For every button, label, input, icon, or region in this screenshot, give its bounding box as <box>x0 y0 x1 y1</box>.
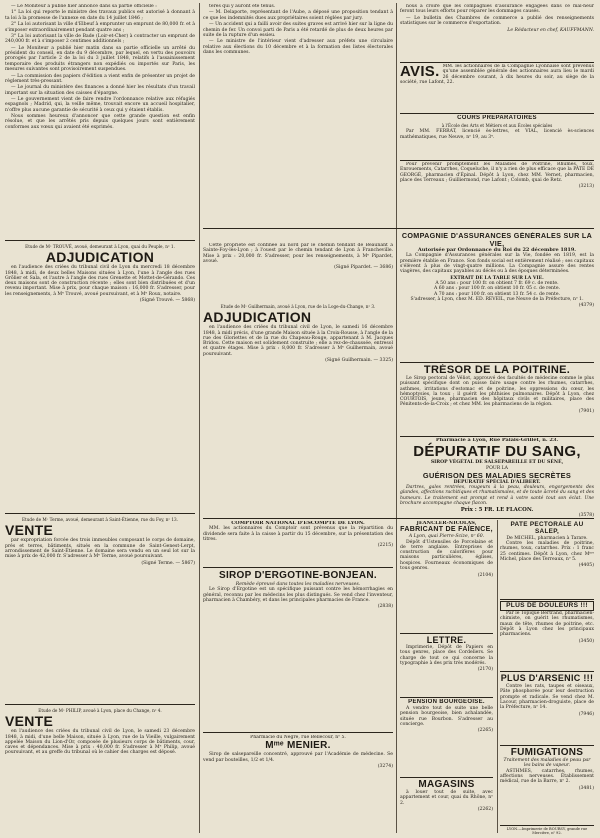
arsenic-signature: (7946) <box>578 711 594 717</box>
tresor-signature: (7901) <box>578 408 594 414</box>
news-paragraph: — Le Moniteur a publié hier matin dans sa partie officielle un arrêté du président du conseil, en date du 9 décembre, par lequel, en vertu des pouvoirs prorogés par l'article 2 de la loi du 3 juillet 1848, relatifs à l'assainissement temporaire des produits étrangers non expédiés ou importés sur Paris, les mesures suivantes sont provisoirement suspendues. <box>5 45 195 73</box>
salep-subtitle: De MICHEL, pharmacien à Tarare. <box>506 535 588 541</box>
news-paragraph: — Le Moniteur a publié hier annonce dans sa partie officielle : <box>11 4 157 9</box>
column-3-news <box>400 4 594 60</box>
assurance-row: A 60 ans : pour 100 fr. on obtient 10 fr. 05 c. de rente. <box>433 286 561 292</box>
rule <box>400 62 594 63</box>
legal-notice-trouve <box>5 243 195 511</box>
notice-header: Etude de Mᵉ TROUVÉ, avoué, demeurant à Lyon, quai du Peuple, nᵒ 1. <box>25 244 175 249</box>
rule <box>400 362 594 363</box>
lettre-body: Imprimerie, Dépôt de Papiers en tous genres, place des Cordeliers. Se charge de tout ce qui concerne la typographie à des prix très modérés. <box>400 645 493 666</box>
notice-title: ADJUDICATION <box>203 309 312 326</box>
legal-notice-continued <box>203 243 393 299</box>
news-paragraph: — Le bulletin des Chambres de commerce a publié des renseignements statistiques sur le commerce d'exportation. <box>400 15 594 27</box>
assurance-footer: S'adresser, à Lyon, chez M. ED. REVEIL, rue Neuve de la Préfecture, nᵒ 1. <box>410 296 584 302</box>
news-paragraph: tères qui y auront été tenus. <box>209 4 276 9</box>
salep-body: Contre les maladies de poitrine, rhumes, toux, catarrhes. Prix : 1 franc 25 centimes. Dépôt à Lyon, chez Mᵐᵉ Michel, place des Terreaux, nᵒ 5. <box>500 541 594 562</box>
pension-signature: (2265) <box>477 728 493 734</box>
notice-header: Etude de Mᵉ PHILIP, avoué à Lyon, place du Change, nᵒ 4. <box>38 708 162 713</box>
notice-title: ADJUDICATION <box>45 249 155 266</box>
notice-body: par expropriation forcée des trois immeubles composant le corps de domaine, prés et terres, bâtiments, situés en la commune de Saint-Genest-Lerpt, arrondissement de Saint-Étienne. Le domaine sera vendu en un seul lot sur la mise à prix de 42,000 fr. S'adresser à Mᵉ Terme, avoué poursuivant. <box>5 538 195 560</box>
rule <box>203 518 594 519</box>
notice-header: Etude de Mᵉ Terme, avoué, demeurant à Saint-Étienne, rue du Foy, nᵒ 13. <box>21 517 179 522</box>
news-paragraph: Nous sommes heureux d'annoncer que cette grande question est enfin résolue, et que les arrêtés pris depuis quelques jours sont entièrement conformes aux vœux qui avaient été exprimés. <box>5 114 195 130</box>
fumigations-title: FUMIGATIONS <box>510 747 584 758</box>
comptoir-notice <box>203 521 393 565</box>
tresor-ad <box>400 364 594 434</box>
column-rule-left <box>199 3 200 833</box>
legal-notice-philip <box>5 707 195 834</box>
notice-body: en l'audience des criées du tribunal civil de Lyon, le samedi 16 décembre 1848, à midi précis, d'une grande Maison située à la Croix-Rousse, à l'angle de la rue des Gloriettes et de la rue du Chapeau-Rouge, appartenant à M. Jacques Bridou. Cette maison est solidement construite ; elle a rez-de-chaussée, entresol et quatre étages. Mise à prix : 8,000 fr. S'adresser à Mᵉ Guilhermain, avoué poursuivant. <box>203 325 393 357</box>
editor-signature: Le Rédacteur en chef, KAUFFMANN. <box>507 27 594 33</box>
rule <box>5 704 195 705</box>
menier-pre: Pharmacie du Nègre, rue Bellecour, nᵒ 5. <box>250 735 346 740</box>
news-paragraph: — Le journal du ministère des finances a donné hier les résultats d'un travail important sur la situation des caisses d'épargne. <box>5 85 195 96</box>
depuratif-signature: (3578) <box>578 512 594 518</box>
tresor-body: Le Sirop pectoral de Véliot, approuvé des facultés de médecine comme le plus puissant spécifique dont on puisse faire usage contre les rhumes, catarrhes, asthmes, irritations d'estomac et de poitrine, les oppressions du cœur, les hémoptysies, la toux ; il guérit les phthisies pulmonaires. Dépôt à Lyon, chez COURTOIS, jeune, pharmacien des hôpitaux civils et militaires, place des Pénitents-de-la-Croix ; et chez MM. les pharmaciens de la région. <box>400 376 594 408</box>
fabricant-address: A Lyon, quai Pierre-Scize, nᵒ 60. <box>408 534 485 540</box>
magasins-title: MAGASINS <box>418 779 475 790</box>
douleurs-body: Par le Topique Bertrand, pharmacien-chimiste, on guérit les rhumatismes, maux de tête, rhumes de poitrine, etc. Dépôt à Lyon chez les principaux pharmaciens. <box>500 611 594 638</box>
assurance-body: La Compagnie d'Assurances générales sur la Vie, fondée en 1819, est la première établie en France. Son fonds social est entièrement réalisé ; ses capitaux s'élèvent à plus de vingt-quatre millions. La Compagnie assure des rentes viagères, des capitaux payables au décès ou à des époques déterminées. <box>400 253 594 275</box>
news-paragraph: 2° La loi autorisant la ville d'Elbeuf à emprunter un emprunt de 80,000 fr. et à s'imposer extraordinairement pendant quatre ans ; <box>5 22 195 33</box>
notice-signature: (Signé Terme. — 5867) <box>141 560 195 566</box>
ergotine-subtitle: Remède épreuvé dans toutes les maladies nerveuses. <box>235 582 361 587</box>
news-paragraph: — M. Delaporte, représentant de l'Aube, a déposé une proposition tendant à ce que les indemnités dues aux propriétaires soient réglées par jury. <box>203 10 393 21</box>
notice-signature: (Signé Guilhermain. — 3325) <box>325 358 393 364</box>
news-paragraph: — Un accident qui a failli avoir des suites graves est arrivé hier sur la ligne du chemin de fer. Un convoi parti de Paris a été retardé de plus de deux heures par suite de la rupture d'un essieu. <box>203 22 393 38</box>
assurance-signature: (4379) <box>578 303 594 309</box>
rule <box>400 113 594 114</box>
rule <box>203 228 594 229</box>
pension-body: A vendre tout de suite une belle pension bourgeoise, bien achalandée, située rue Bourbon. S'adresser au concierge. <box>400 706 493 727</box>
fumigations-signature: (3481) <box>578 785 594 791</box>
depuratif-ad <box>400 438 594 556</box>
news-paragraph: 3° La loi autorisant la ville de Bade (Loir-et-Cher) à contracter un emprunt de 240,000 fr. et à s'imposer 2 centimes additionnels ; <box>5 34 195 45</box>
notice-header: Etude de Mᵉ Guilhermain, avoué à Lyon, rue de la Loge-du-Change, nᵒ 3. <box>220 304 376 309</box>
depuratif-subtitle-2: POUR LA <box>485 465 508 471</box>
notice-signature: (Signé Pipardet. — 3686) <box>334 265 393 271</box>
news-paragraph: — La commission des papiers d'édition a vient enfin de présenter un projet de règlement très-pressant. <box>5 73 195 84</box>
rule <box>400 160 594 161</box>
menier-signature: (3274) <box>377 764 393 770</box>
column-2-news <box>203 4 393 240</box>
notice-body: en l'audience des criées du tribunal civil de Lyon, le samedi 23 décembre 1848, à midi, d'une belle Maison, située à Lyon, rue de la Vieille, vulgairement appelée Maison du Lion-d'Or, composée de plusieurs corps de bâtiments, cour, caves et dépendances. Mise à prix : 40,000 fr. S'adresser à Mᵉ Philip, avoué poursuivant, et au greffe du tribunal où le cahier des charges est déposé. <box>5 729 195 756</box>
notice-body: Cette propriété est confinée au nord par le chemin tendant de Beaunant à Sainte-Foy-lès-Lyon ; à l'ouest par le chemin tendant de Lyon à Francheville. Mise à prix : 20,000 fr. S'adresser, pour les renseignements, à Mᵉ Pipardet, avoué. <box>203 243 393 264</box>
lettre-title: LETTRE. <box>426 635 467 645</box>
depuratif-pre: Pharmacie à Lyon, Rue Palais-Grillet, n. 23. <box>435 438 559 443</box>
assurance-subtitle: Autorisée par Ordonnance du Roi du 22 décembre 1819. <box>417 247 577 253</box>
rule <box>203 567 393 568</box>
assurance-table-head: EXTRAIT DE LA TABLE SUR LA VIE. <box>450 275 544 281</box>
fumigations-body: ASTHMES, catarrhes, rhumes, affections nerveuses. Établissement médical, rue de la Barre, nᵒ 2. <box>500 768 594 785</box>
cours-body: Par MM. FERRAT, licencié ès-lettres, et VIAL, licencié ès-sciences mathématiques, rue Neuve, nᵒ 19, au 3ᵉ. <box>400 129 594 140</box>
comptoir-body: MM. les actionnaires du Comptoir sont prévenus que la répartition du dividende sera faite à la caisse à partir du 15 décembre, sur la présentation des titres. <box>203 526 393 542</box>
cours-title: COURS PRÉPARATOIRES <box>457 115 537 121</box>
douleurs-signature: (3450) <box>578 638 594 644</box>
rule <box>5 240 195 241</box>
assurance-ad <box>400 232 594 360</box>
lettre-signature: (2170) <box>477 667 493 673</box>
column-1-news <box>5 4 195 240</box>
depuratif-title: DÉPURATIF DU SANG, <box>413 443 581 461</box>
assurance-title: COMPAGNIE D'ASSURANCES GÉNÉRALES SUR LA VIE, <box>401 232 593 248</box>
salep-title: PATE PECTORALE AU SALEP, <box>510 521 584 536</box>
news-paragraph: — Le ministre de l'intérieur vient d'adresser aux préfets une circulaire relative aux élections du 10 décembre et à la formation des listes électorales dans les communes. <box>203 39 393 55</box>
depuratif-subtitle: SIROP VÉGÉTAL DE SALSEPAREILLE ET DU SÉNÉ, <box>430 460 564 466</box>
ergotine-body: Le Sirop d'Ergotine est un spécifique puissant contre les hémorrhagies en général, reconnu par les médecins les plus distingués. Se vend chez l'inventeur, pharmacien à Chambéry, et dans les principales pharmacies de France. <box>203 587 393 603</box>
column-rule-right <box>396 3 397 833</box>
rule <box>5 513 195 514</box>
depuratif-headline: GUÉRISON DES MALADIES SECRÈTES <box>422 470 572 480</box>
ergotine-ad <box>203 570 393 730</box>
comptoir-signature: (2215) <box>377 543 393 549</box>
assurance-row: A 70 ans : pour 100 fr. on obtient 13 fr. 54 c. de rente. <box>433 291 561 297</box>
tresor-title: TRÉSOR DE LA POITRINE. <box>423 364 571 376</box>
salep-signature: (4405) <box>578 563 594 569</box>
pension-title: PENSION BOURGEOISE. <box>408 699 485 705</box>
fabricant-title: FABRICANT DE FAÏENCE, <box>400 526 493 534</box>
printer-text: LYON.—Imprimerie de BOURSY, grande rue Mercière, nᵒ 92. <box>506 827 588 835</box>
rule <box>203 732 393 733</box>
menier-name: Mᵐᵉ MENIER. <box>265 740 331 752</box>
news-paragraph: 1° La loi qui reporte le ministre des travaux publics est autorisé à donnant à ta loi à la promesse de l'annexe en date du 14 juillet 1846 ; <box>5 10 195 21</box>
pate-body: Pour prévenir promptement les Maladies de Poitrine, Rhumes, toux, Enrouements, Catarrhes, Coqueluche, il n'y a rien de plus efficace que la PÂTE DE GEORGÉ, pharmacien d'Épinal. Dépôt à Lyon, chez MM. Vernet, pharmacien, place des Terreaux ; Guilliermond, rue Lafont ; Colomb, quai de Retz. <box>400 162 594 183</box>
comptoir-title: COMPTOIR NATIONAL D'ESCOMPTE DE LYON. <box>231 521 365 526</box>
avis-notice <box>400 64 594 112</box>
assurance-row: A 50 ans : pour 100 fr. on obtient 7 fr. 69 c. de rente. <box>435 280 559 286</box>
arsenic-body: Contre les rats, taupes et oiseaux, Pâte phosphorée pour leur destruction prompte et radicale. Se vend chez M. Lacour, pharmacien-droguiste, place de la Préfecture, nᵒ 14. <box>500 684 594 711</box>
depuratif-price: Prix : 5 FR. LE FLACON. <box>460 506 534 513</box>
news-paragraph: nous a croire que les compagnies d'assurance engagées dans ce mal-heur feront tous leurs efforts pour réparer les dommages causés. <box>400 4 594 15</box>
news-paragraph: — Le gouvernement vient de faire rendre l'ordonnance relative aux réfugiés espagnols ; Madrid, qui, la veille même, trouvait encore un accueil hospitalier, n'offre plus aucune garantie de sécurité à ceux qui y étaient établis. <box>5 97 195 113</box>
arsenic-title: PLUS D'ARSENIC !!! <box>500 673 594 683</box>
notice-title: VENTE <box>5 713 54 730</box>
fumigations-subtitle: Traitement des maladies de peau par les bains de vapeur. <box>503 758 591 769</box>
menier-body: Sirop de salsepareille concentré, approuvé par l'Académie de médecine. Se vend par bouteilles, 1/2 et 1/4. <box>203 752 393 763</box>
depuratif-author: DEPURATIF SPÉCIAL D'ALIBERT. <box>453 479 541 485</box>
avis-body: MM. les actionnaires de la Compagnie Lyonnaise sont prévenus qu'une assemblée générale des actionnaires aura lieu le mardi 26 décembre courant, à dix heures du soir, au siège de la société, rue Lafont, 22. <box>400 64 594 85</box>
legal-notice-guilhermain <box>203 303 393 515</box>
pate-notice <box>400 162 594 224</box>
fabricant-signature: (2104) <box>477 572 493 578</box>
magasins-body: à louer tout de suite, avec appartement et cour, quai du Rhône, nᵒ 2. <box>400 790 493 806</box>
notice-title: VENTE <box>5 522 54 539</box>
cours-notice <box>400 115 594 159</box>
fabricant-body: Dépôt d'Ustensiles de Porcelaine et de terre anglaise. Entreprises de construction de calorifères pour maisons particulières, églises, hospices. Fourneaux économiques de tous genres. <box>400 539 493 572</box>
menier-ad <box>203 735 393 833</box>
avis-title: AVIS. <box>400 64 440 80</box>
legal-notice-terme <box>5 516 195 702</box>
pate-signature: (3213) <box>578 184 594 190</box>
fabricant-top: JEANCLER-NICOLAS, <box>416 521 477 526</box>
ergotine-title: SIROP D'ERGOTINE-BONJEAN. <box>218 570 378 581</box>
douleurs-title: PLUS DE DOULEURS !!! <box>500 601 594 611</box>
cours-subtitle: à l'École des Arts et Métiers et aux Écoles spéciales <box>441 123 553 128</box>
depuratif-body: Dartres, gales rentrées, rougeurs à la peau, douleurs, engorgements des glandes, affections rachitiques et rhumatismales, et de toute âcreté du sang et des humeurs. Le traitement est prompt et rend à votre santé tout son éclat. Une brochure accompagne chaque flacon. <box>400 485 594 507</box>
rule <box>400 436 594 437</box>
notice-body: en l'audience des criées du tribunal civil de Lyon du mercredi 18 décembre 1848, à midi, de deux belles Maisons situées à Lyon, l'une à l'angle des rues Grôlier et Sala, et l'autre à l'angle des rues Grenette et Mottet-de-Gérando. Ces deux maisons sont de construction récente ; elles sont bien distribuées et d'un revenu important. Mise à prix, pour chaque maison : 16,000 fr. S'adresser, pour les renseignements, à Mᵉ Trouvé, avoué poursuivant, et à Mᵉ Roux, notaire. <box>5 265 195 297</box>
notice-signature: (Signé Trouvé. — 5868) <box>139 298 195 304</box>
magasins-signature: (2262) <box>477 807 493 813</box>
ergotine-signature: (2838) <box>377 604 393 610</box>
